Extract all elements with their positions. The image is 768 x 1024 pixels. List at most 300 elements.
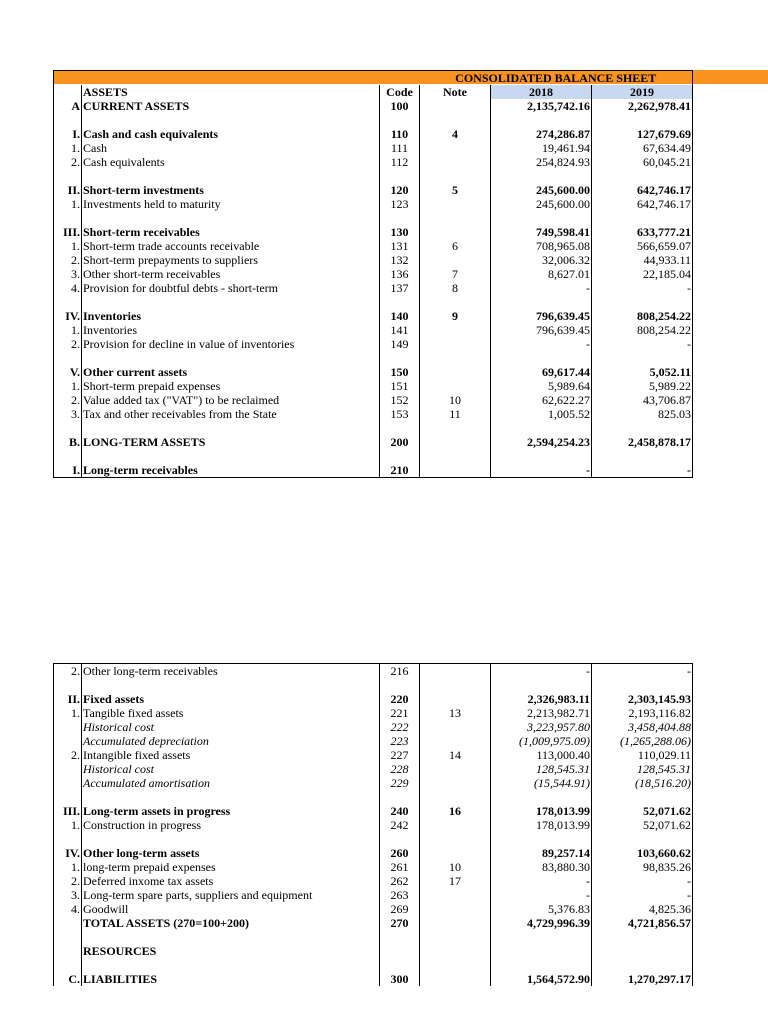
row-number [54, 944, 82, 958]
row-label: Long-term spare parts, suppliers and equipment [82, 888, 380, 902]
row-value-2019: 128,545.31 [592, 762, 693, 776]
row-label: Accumulated amortisation [82, 776, 380, 790]
row-value-2019: 3,458,404.88 [592, 720, 693, 734]
row-note: 14 [420, 748, 491, 762]
row-value-2018: 113,000.40 [491, 748, 592, 762]
sheet-title: CONSOLIDATED BALANCE SHEET [420, 71, 693, 86]
row-note [420, 421, 491, 435]
row-code: 141 [380, 323, 420, 337]
row-label: RESOURCES [82, 944, 380, 958]
table-row [54, 281, 693, 295]
row-code [380, 211, 420, 225]
row-value-2019: 52,071.62 [592, 804, 693, 818]
row-note [420, 379, 491, 393]
row-code: 152 [380, 393, 420, 407]
row-number: 3. [54, 267, 82, 281]
row-number: 1. [54, 379, 82, 393]
row-code: 260 [380, 846, 420, 860]
row-note [420, 734, 491, 748]
row-label: Short-term investments [82, 183, 380, 197]
row-number: IV. [54, 846, 82, 860]
row-number: 1. [54, 323, 82, 337]
table-row [54, 874, 693, 888]
row-label [82, 790, 380, 804]
row-value-2019 [592, 832, 693, 846]
table-row [54, 407, 693, 421]
table-row [54, 365, 693, 379]
row-code [380, 169, 420, 183]
row-label: Inventories [82, 309, 380, 323]
row-note [420, 197, 491, 211]
row-number: III. [54, 225, 82, 239]
row-value-2018: 708,965.08 [491, 239, 592, 253]
row-value-2018: - [491, 281, 592, 295]
row-number: 4. [54, 902, 82, 916]
row-label: Short-term trade accounts receivable [82, 239, 380, 253]
table-row [54, 972, 693, 986]
row-label [82, 295, 380, 309]
row-number: I. [54, 463, 82, 478]
row-label: Short-term receivables [82, 225, 380, 239]
row-value-2018: 89,257.14 [491, 846, 592, 860]
row-note [420, 449, 491, 463]
row-label [82, 421, 380, 435]
row-note [420, 463, 491, 478]
header-year-2018: 2018 [491, 85, 592, 99]
row-number [54, 734, 82, 748]
row-label: Historical cost [82, 762, 380, 776]
row-code: 100 [380, 99, 420, 113]
row-value-2019 [592, 169, 693, 183]
row-number: 1. [54, 197, 82, 211]
row-code [380, 295, 420, 309]
row-value-2019: 44,933.11 [592, 253, 693, 267]
row-value-2019: 5,052.11 [592, 365, 693, 379]
row-number [54, 790, 82, 804]
table-row [54, 888, 693, 902]
row-note [420, 930, 491, 944]
row-label [82, 930, 380, 944]
row-note [420, 253, 491, 267]
row-value-2018: 1,005.52 [491, 407, 592, 421]
row-code: 120 [380, 183, 420, 197]
row-note [420, 944, 491, 958]
row-value-2019 [592, 295, 693, 309]
table-row [54, 253, 693, 267]
table-row [54, 393, 693, 407]
table-row [54, 379, 693, 393]
row-code: 110 [380, 127, 420, 141]
row-value-2019 [592, 678, 693, 692]
row-code: 228 [380, 762, 420, 776]
spacer-row [54, 678, 693, 692]
row-note [420, 211, 491, 225]
header-assets: ASSETS [82, 85, 380, 99]
row-value-2018: 5,989.64 [491, 379, 592, 393]
row-value-2018: 32,006.32 [491, 253, 592, 267]
row-number: B. [54, 435, 82, 449]
row-value-2019: 103,660.62 [592, 846, 693, 860]
row-note [420, 295, 491, 309]
row-value-2019: 2,458,878.17 [592, 435, 693, 449]
row-value-2018 [491, 449, 592, 463]
row-label: Goodwill [82, 902, 380, 916]
row-value-2018 [491, 790, 592, 804]
row-value-2019 [592, 944, 693, 958]
row-label: Cash [82, 141, 380, 155]
row-number: V. [54, 365, 82, 379]
row-label: Other long-term receivables [82, 664, 380, 679]
row-note [420, 365, 491, 379]
row-note [420, 323, 491, 337]
row-code: 270 [380, 916, 420, 930]
row-label: Intangible fixed assets [82, 748, 380, 762]
row-code: 263 [380, 888, 420, 902]
row-note: 10 [420, 860, 491, 874]
spacer-row [54, 832, 693, 846]
row-code: 229 [380, 776, 420, 790]
row-note: 5 [420, 183, 491, 197]
row-label: Long-term assets in progress [82, 804, 380, 818]
table-row [54, 155, 693, 169]
header-code: Code [380, 85, 420, 99]
row-value-2018: 796,639.45 [491, 323, 592, 337]
row-number: C. [54, 972, 82, 986]
row-note: 7 [420, 267, 491, 281]
row-code: 151 [380, 379, 420, 393]
row-code [380, 678, 420, 692]
row-label: Historical cost [82, 720, 380, 734]
row-note [420, 720, 491, 734]
table-row [54, 818, 693, 832]
row-code [380, 449, 420, 463]
row-value-2018 [491, 295, 592, 309]
row-label: Long-term receivables [82, 463, 380, 478]
table-row [54, 463, 693, 478]
row-note: 4 [420, 127, 491, 141]
row-number: 2. [54, 664, 82, 679]
table-row [54, 99, 693, 113]
row-note [420, 972, 491, 986]
row-value-2018: 2,594,254.23 [491, 435, 592, 449]
table-row [54, 692, 693, 706]
row-note [420, 846, 491, 860]
row-number: 2. [54, 253, 82, 267]
table-row [54, 706, 693, 720]
row-note [420, 958, 491, 972]
row-number [54, 776, 82, 790]
row-label [82, 678, 380, 692]
row-note [420, 337, 491, 351]
table-row [54, 748, 693, 762]
row-number: I. [54, 127, 82, 141]
row-code: 130 [380, 225, 420, 239]
row-value-2019: - [592, 281, 693, 295]
row-number: 2. [54, 155, 82, 169]
row-number [54, 211, 82, 225]
row-label: Tax and other receivables from the State [82, 407, 380, 421]
row-number: II. [54, 183, 82, 197]
row-code: 242 [380, 818, 420, 832]
row-value-2019 [592, 790, 693, 804]
spacer-row [54, 958, 693, 972]
row-code: 132 [380, 253, 420, 267]
row-value-2018: 2,135,742.16 [491, 99, 592, 113]
row-code [380, 958, 420, 972]
row-note [420, 762, 491, 776]
row-code [380, 930, 420, 944]
table-row [54, 309, 693, 323]
row-value-2018: 2,326,983.11 [491, 692, 592, 706]
row-value-2019: 5,989.22 [592, 379, 693, 393]
row-note [420, 225, 491, 239]
row-value-2018: 5,376.83 [491, 902, 592, 916]
row-code: 223 [380, 734, 420, 748]
row-code [380, 351, 420, 365]
row-note: 11 [420, 407, 491, 421]
row-note: 9 [420, 309, 491, 323]
header-no [54, 85, 82, 99]
row-note: 16 [420, 804, 491, 818]
row-value-2019: 43,706.87 [592, 393, 693, 407]
table-row [54, 734, 693, 748]
row-number: 1. [54, 706, 82, 720]
row-number [54, 958, 82, 972]
row-value-2018: 254,824.93 [491, 155, 592, 169]
row-code: 123 [380, 197, 420, 211]
table-row [54, 944, 693, 958]
row-number: III. [54, 804, 82, 818]
row-label: LIABILITIES [82, 972, 380, 986]
row-label: Inventories [82, 323, 380, 337]
row-note: 13 [420, 706, 491, 720]
row-value-2019: - [592, 463, 693, 478]
row-value-2019: 633,777.21 [592, 225, 693, 239]
row-value-2018: 8,627.01 [491, 267, 592, 281]
row-code: 200 [380, 435, 420, 449]
row-number [54, 678, 82, 692]
row-note: 17 [420, 874, 491, 888]
row-value-2018 [491, 832, 592, 846]
row-label: Investments held to maturity [82, 197, 380, 211]
row-label: CURRENT ASSETS [82, 99, 380, 113]
row-label [82, 351, 380, 365]
row-note [420, 776, 491, 790]
row-value-2018 [491, 113, 592, 127]
row-value-2019: - [592, 664, 693, 679]
row-value-2019 [592, 930, 693, 944]
row-code: 150 [380, 365, 420, 379]
row-value-2019: 67,634.49 [592, 141, 693, 155]
spacer-row [54, 113, 693, 127]
row-value-2018: 178,013.99 [491, 818, 592, 832]
spacer-row [54, 790, 693, 804]
spacer-row [54, 295, 693, 309]
row-value-2019: 825.03 [592, 407, 693, 421]
row-value-2019: - [592, 888, 693, 902]
row-value-2019 [592, 449, 693, 463]
table-row [54, 664, 693, 679]
row-code: 137 [380, 281, 420, 295]
row-code: 216 [380, 664, 420, 679]
row-label [82, 169, 380, 183]
row-note [420, 664, 491, 679]
spacer-row [54, 421, 693, 435]
table-row [54, 183, 693, 197]
row-value-2019 [592, 958, 693, 972]
row-code [380, 113, 420, 127]
spacer-row [54, 169, 693, 183]
row-value-2018: (1,009,975.09) [491, 734, 592, 748]
row-value-2018: (15,544.91) [491, 776, 592, 790]
row-number [54, 916, 82, 930]
row-label: Construction in progress [82, 818, 380, 832]
row-value-2019 [592, 351, 693, 365]
row-note [420, 692, 491, 706]
row-number [54, 421, 82, 435]
row-value-2018: - [491, 463, 592, 478]
row-code: 261 [380, 860, 420, 874]
row-note [420, 141, 491, 155]
row-note [420, 902, 491, 916]
row-code: 111 [380, 141, 420, 155]
row-code: 140 [380, 309, 420, 323]
row-number: 4. [54, 281, 82, 295]
spacer-row [54, 211, 693, 225]
row-code: 136 [380, 267, 420, 281]
table-row [54, 720, 693, 734]
row-label [82, 449, 380, 463]
row-number: 3. [54, 888, 82, 902]
table-row [54, 141, 693, 155]
row-value-2019: 2,262,978.41 [592, 99, 693, 113]
spacer-row [54, 351, 693, 365]
row-value-2019: 60,045.21 [592, 155, 693, 169]
row-label: LONG-TERM ASSETS [82, 435, 380, 449]
row-number: 2. [54, 393, 82, 407]
row-label: Cash equivalents [82, 155, 380, 169]
row-value-2019: 2,303,145.93 [592, 692, 693, 706]
row-value-2018 [491, 211, 592, 225]
row-label [82, 211, 380, 225]
table-row [54, 902, 693, 916]
row-value-2018: - [491, 874, 592, 888]
row-label: Cash and cash equivalents [82, 127, 380, 141]
row-code: 112 [380, 155, 420, 169]
row-value-2019: 98,835.26 [592, 860, 693, 874]
row-value-2019: (18,516.20) [592, 776, 693, 790]
row-code: 220 [380, 692, 420, 706]
row-note: 6 [420, 239, 491, 253]
row-value-2019: - [592, 337, 693, 351]
row-number [54, 930, 82, 944]
row-value-2019: 1,270,297.17 [592, 972, 693, 986]
row-code [380, 790, 420, 804]
row-label: Fixed assets [82, 692, 380, 706]
row-value-2019: 110,029.11 [592, 748, 693, 762]
row-value-2018: 274,286.87 [491, 127, 592, 141]
table-row [54, 762, 693, 776]
row-number: A [54, 99, 82, 113]
row-note: 8 [420, 281, 491, 295]
spacer-row [54, 449, 693, 463]
row-code: 262 [380, 874, 420, 888]
table-row [54, 916, 693, 930]
row-code: 221 [380, 706, 420, 720]
row-number: 2. [54, 874, 82, 888]
row-label: Short-term prepayments to suppliers [82, 253, 380, 267]
row-value-2018: 69,617.44 [491, 365, 592, 379]
row-number: 1. [54, 818, 82, 832]
row-label: Value added tax ("VAT") to be reclaimed [82, 393, 380, 407]
row-code [380, 421, 420, 435]
row-value-2018: 4,729,996.39 [491, 916, 592, 930]
row-code: 227 [380, 748, 420, 762]
row-label [82, 958, 380, 972]
row-value-2018 [491, 678, 592, 692]
row-value-2018: 19,461.94 [491, 141, 592, 155]
row-value-2018: - [491, 888, 592, 902]
row-label: Deferred inxome tax assets [82, 874, 380, 888]
row-label: Other current assets [82, 365, 380, 379]
title-spacer [54, 71, 82, 86]
row-value-2018: - [491, 664, 592, 679]
row-code: 153 [380, 407, 420, 421]
row-code: 300 [380, 972, 420, 986]
row-number [54, 295, 82, 309]
balance-sheet-top [53, 70, 693, 478]
row-value-2018: 1,564,572.90 [491, 972, 592, 986]
row-code: 149 [380, 337, 420, 351]
row-note [420, 888, 491, 902]
row-value-2018 [491, 930, 592, 944]
row-note [420, 435, 491, 449]
table-row [54, 860, 693, 874]
row-value-2019: 808,254.22 [592, 323, 693, 337]
row-note [420, 113, 491, 127]
row-value-2018: 3,223,957.80 [491, 720, 592, 734]
table-row [54, 225, 693, 239]
row-label: Accumulated depreciation [82, 734, 380, 748]
row-value-2018 [491, 421, 592, 435]
row-value-2019: 22,185.04 [592, 267, 693, 281]
row-note [420, 169, 491, 183]
row-note [420, 99, 491, 113]
table-row [54, 127, 693, 141]
row-note [420, 832, 491, 846]
row-value-2018: 62,622.27 [491, 393, 592, 407]
row-value-2018: 796,639.45 [491, 309, 592, 323]
row-value-2018: 2,213,982.71 [491, 706, 592, 720]
title-spacer [82, 71, 380, 86]
row-number [54, 449, 82, 463]
row-label: Tangible fixed assets [82, 706, 380, 720]
row-value-2018 [491, 351, 592, 365]
row-value-2018 [491, 944, 592, 958]
row-note: 10 [420, 393, 491, 407]
row-number [54, 113, 82, 127]
row-code: 269 [380, 902, 420, 916]
row-value-2018 [491, 169, 592, 183]
row-value-2019: 52,071.62 [592, 818, 693, 832]
row-value-2018: - [491, 337, 592, 351]
header-year-2019: 2019 [592, 85, 693, 99]
row-value-2019: 127,679.69 [592, 127, 693, 141]
table-row [54, 197, 693, 211]
row-code: 131 [380, 239, 420, 253]
table-row [54, 435, 693, 449]
row-value-2019: 4,721,856.57 [592, 916, 693, 930]
